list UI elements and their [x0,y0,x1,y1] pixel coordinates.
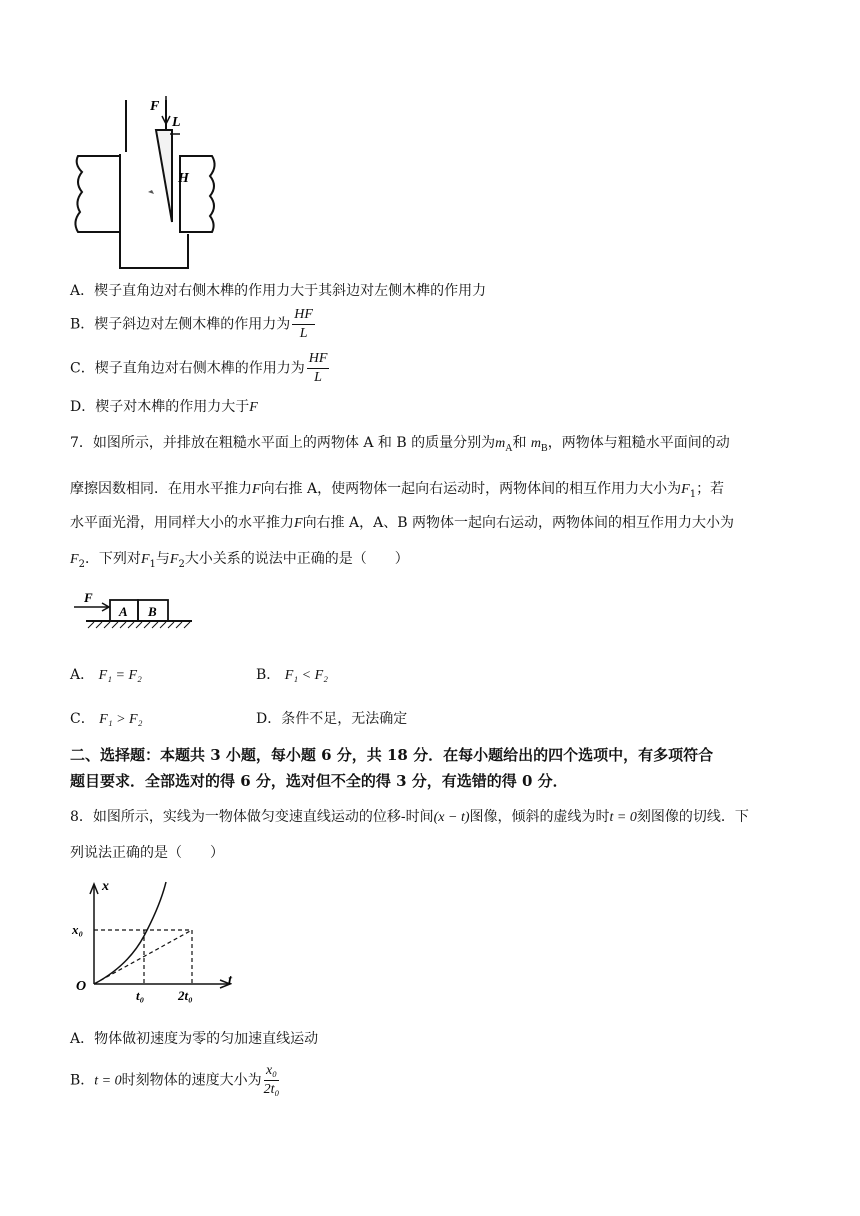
q8-t0-label: t₀ [136,988,145,1003]
q8-origin-label: O [76,979,87,994]
wedge-label-H: H [178,171,189,186]
q7-option-D: D．条件不足，无法确定 [256,711,408,727]
q8-axis-x-label: t [228,973,232,988]
q6-option-B [70,306,317,343]
q7-line-1: 7．如图所示，并排放在粗糙水平面上的两物体 A 和 B 的质量分别为$m_A$和 $m_B$，两物体与粗糙水平面间的动 [70,435,730,454]
wedge-label-F: F [150,99,160,114]
section-2-heading-line-2: 题目要求．全部选对的得 6 分，选对但不全的得 3 分，有选错的得 0 分． [70,772,568,790]
q7-option-B: B． F₁ < F₂ [256,667,329,683]
q6-option-B-text: B．楔子斜边对左侧木榫的作用力为 [70,316,291,333]
q7-fig-label-A: A [119,604,128,619]
q6-option-C-text: C．楔子直角边对右侧木榫的作用力为 [70,360,305,377]
wedge-figure [70,92,220,272]
q7-line-3: 水平面光滑，用同样大小的水平推力F向右推 A，A、B 两物体一起向右运动，两物体间的相互作用力大小为 [70,515,734,531]
q8-axis-y-label: x [102,879,109,894]
q7-line-2: 摩擦因数相同．在用水平推力F向右推 A，使两物体一起向右运动时，两物体间的相互作用力大小为$F_1$；若 [70,481,725,500]
q6-option-C-fraction: $\frac{HF}{L}$ [308,351,328,385]
q6-option-C [70,350,331,387]
q8-2t0-label: 2t₀ [178,988,193,1003]
wedge-label-L: L [172,115,181,130]
q7-line-4: $F_2$．下列对$F_1$与$F_2$大小关系的说法中正确的是（ ） [70,551,409,570]
q6-option-B-fraction: $\frac{HF}{L}$ [294,307,313,341]
q8-x0-label: x₀ [72,922,84,937]
q8-line-1: 8．如图所示，实线为一物体做匀变速直线运动的位移-时间(x − t)图像，倾斜的虚线为时t = 0刻图像的切线．下 [70,809,749,825]
q7-fig-label-B: B [148,604,157,619]
q8-xt-graph [68,876,248,1006]
section-2-heading-line-1: 二、选择题：本题共 3 小题，每小题 6 分，共 18 分．在每小题给出的四个选项中，有多项符合 [70,746,714,764]
q7-option-A: A． F₁ = F₂ [70,667,142,683]
q6-option-D: D．楔子对木榫的作用力大于F [70,399,258,415]
q6-option-A: A．楔子直角边对右侧木榫的作用力大于其斜边对左侧木榫的作用力 [70,283,487,299]
q8-line-2: 列说法正确的是（ ） [70,845,224,861]
q8-option-B-fraction: $\frac{\text{x₀}}{\text{2t₀}}$ [263,1063,280,1097]
q7-blocks-figure [72,590,202,636]
q7-option-C: C． F₁ > F₂ [70,711,143,727]
q8-option-B: B．t = 0时刻物体的速度大小为 $\frac{\text{x₀}}{\text{2t₀}}$ [70,1063,280,1097]
q8-option-A: A．物体做初速度为零的匀加速直线运动 [70,1031,319,1047]
q7-fig-label-F: F [84,590,93,605]
